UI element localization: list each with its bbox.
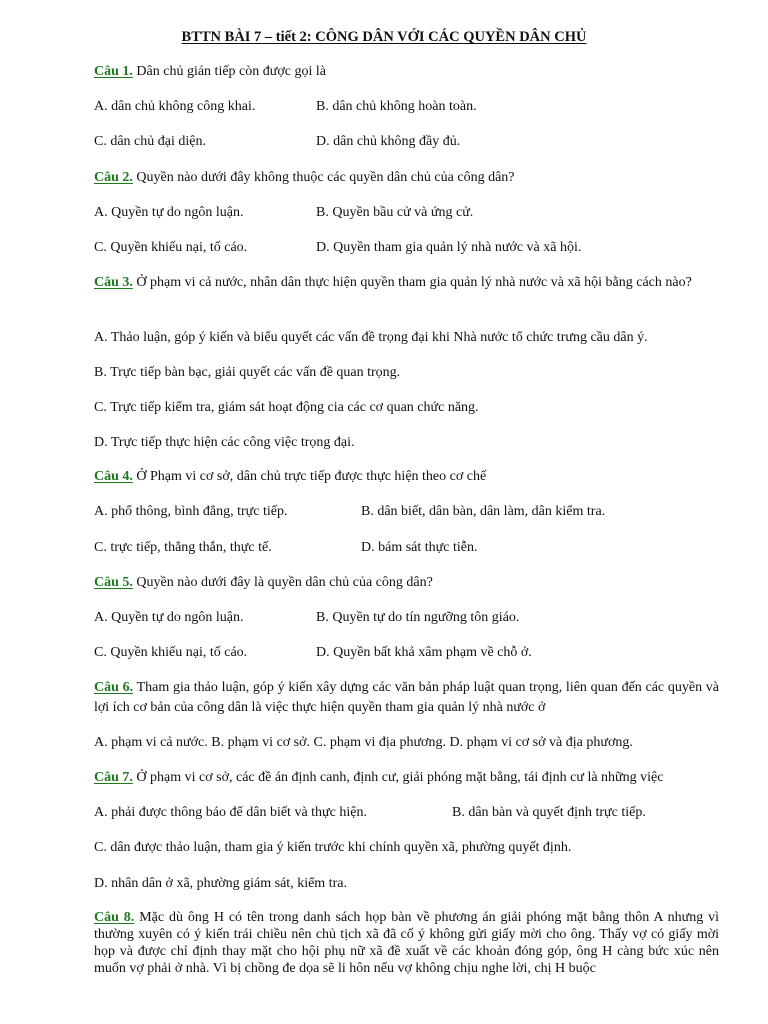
option-b: B. Quyền bầu cử và ứng cử. — [316, 205, 474, 220]
option-a: A. Quyền tự do ngôn luận. — [94, 205, 244, 220]
options-line: A. phạm vi cả nước. B. phạm vi cơ sở. C. phạm vi địa phương. D. phạm vi cơ sở và địa phương. — [94, 735, 633, 750]
question-label: Câu 6. — [94, 680, 134, 695]
question-text: Mặc dù ông H có tên trong danh sách họp bàn về phương án giải phóng mặt bằng thôn A nhưng vì thường xuyên có ý kiến trái chiều nên chủ tịch xã đã cố ý không gửi giấy mời cho ông. Thấy vợ có giấy mời họp và được chỉ định thay mặt cho hội phụ nữ xã đề xuất về các khoản đóng góp, ông H càng bức xúc nên muốn vợ phải ở nhà. Vì bị chồng đe dọa sẽ li hôn nếu vợ không chịu nghe lời, chị H buộc — [94, 910, 719, 976]
page-title: BTTN BÀI 7 – tiết 2: CÔNG DÂN VỚI CÁC QUYỀN DÂN CHỦ — [181, 29, 587, 45]
option-c: C. trực tiếp, thẳng thắn, thực tế. — [94, 540, 272, 555]
option-a: A. dân chủ không công khai. — [94, 99, 256, 114]
question-3-stem — [94, 274, 719, 291]
option-c: C. Quyền khiếu nại, tố cáo. — [94, 645, 248, 660]
question-text: Dân chủ gián tiếp còn được gọi là — [132, 64, 326, 79]
question-label: Câu 7. — [94, 770, 133, 785]
option-b: B. Trực tiếp bàn bạc, giải quyết các vấn đề quan trọng. — [94, 365, 401, 380]
option-a: A. Quyền tự do ngôn luận. — [94, 610, 244, 625]
question-text: Ở phạm vi cơ sở, các đề án định canh, định cư, giải phóng mặt bằng, tái định cư là những việc — [132, 770, 664, 785]
question-5-stem — [94, 574, 433, 591]
question-label: Câu 3. — [94, 275, 133, 290]
option-a: A. phổ thông, bình đẳng, trực tiếp. — [94, 504, 288, 519]
question-2-stem — [94, 169, 515, 186]
option-c: C. dân chủ đại diện. — [94, 134, 206, 149]
option-c: C. Trực tiếp kiểm tra, giám sát hoạt động cia các cơ quan chức năng. — [94, 400, 479, 415]
question-label: Câu 4. — [94, 469, 133, 484]
option-b: B. dân bàn và quyết định trực tiếp. — [452, 805, 646, 820]
option-a: A. phải được thông báo để dân biết và thực hiện. — [94, 805, 367, 820]
question-1-stem — [94, 63, 326, 80]
option-d: D. bám sát thực tiễn. — [361, 540, 478, 555]
option-d: D. Quyền bất khả xâm phạm về chỗ ở. — [316, 645, 532, 660]
question-8-stem — [94, 909, 719, 977]
question-label: Câu 2. — [94, 170, 133, 185]
option-d: D. dân chủ không đầy đủ. — [316, 134, 461, 149]
question-label: Câu 1. — [94, 64, 133, 79]
question-text: Quyền nào dưới đây không thuộc các quyền dân chủ của công dân? — [132, 170, 515, 185]
question-text: Tham gia thảo luận, góp ý kiến xây dựng các văn bản pháp luật quan trọng, liên quan đến các quyền và lợi ích cơ bản của công dân là việc thực hiện quyền tham gia quản lý nhà nước ở — [94, 680, 719, 715]
question-6-stem — [94, 678, 719, 718]
option-d: D. Trực tiếp thực hiện các công việc trọng đại. — [94, 435, 355, 450]
question-label: Câu 5. — [94, 575, 133, 590]
option-a: A. Thảo luận, góp ý kiến và biểu quyết các vấn đề trọng đại khi Nhà nước tổ chức trưng cầu dân ý. — [94, 330, 648, 345]
question-text: Ở Phạm vi cơ sở, dân chủ trực tiếp được thực hiện theo cơ chế — [132, 469, 487, 484]
question-7-stem — [94, 769, 663, 786]
option-b: B. dân chủ không hoàn toàn. — [316, 99, 477, 114]
question-text: Quyền nào dưới đây là quyền dân chủ của công dân? — [132, 575, 433, 590]
question-text: Ở phạm vi cả nước, nhân dân thực hiện quyền tham gia quản lý nhà nước và xã hội bằng cách nào? — [132, 275, 692, 290]
question-label: Câu 8. — [94, 910, 135, 925]
option-c: C. dân được thảo luận, tham gia ý kiến trước khi chính quyền xã, phường quyết định. — [94, 840, 572, 855]
question-4-stem — [94, 468, 486, 485]
option-d: D. Quyền tham gia quản lý nhà nước và xã hội. — [316, 240, 582, 255]
option-c: C. Quyền khiếu nại, tố cáo. — [94, 240, 248, 255]
option-b: B. Quyền tự do tín ngưỡng tôn giáo. — [316, 610, 520, 625]
option-b: B. dân biết, dân bàn, dân làm, dân kiểm tra. — [361, 504, 606, 519]
option-d: D. nhân dân ở xã, phường giám sát, kiểm tra. — [94, 876, 347, 891]
